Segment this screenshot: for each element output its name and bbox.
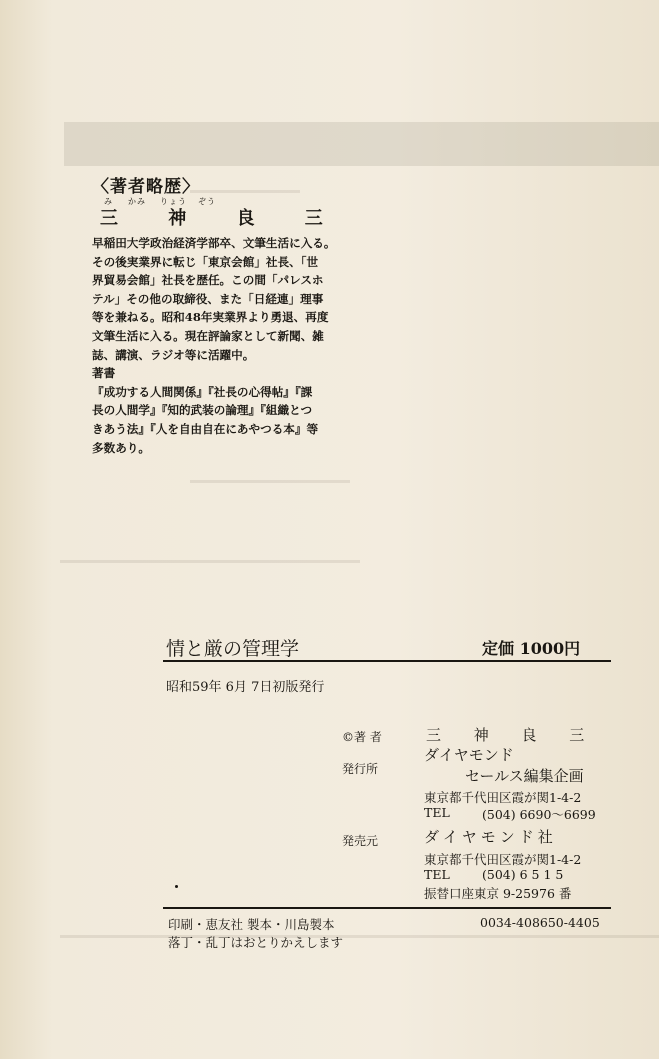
ruby-mi: み — [104, 197, 113, 206]
bleed-through-mark — [60, 560, 360, 563]
bleed-through-mark — [60, 935, 659, 938]
issuer-tel-label: TEL — [424, 805, 450, 820]
bleed-through-mark — [190, 480, 350, 483]
bio-line: 文筆生活に入る。現在評論家として新聞、雑 — [92, 328, 324, 343]
rule-bottom — [163, 907, 611, 909]
issuer-name-1: ダイヤモンド — [424, 746, 514, 764]
price: 定価 1000円 — [482, 639, 581, 658]
bio-line: テル」その他の取締役、また「日経連」理事 — [92, 291, 324, 306]
issuer-label: 発行所 — [342, 762, 379, 776]
bleed-through-mark — [190, 190, 300, 193]
issuer-name-2: セールス編集企画 — [465, 767, 584, 785]
seller-name: ダイヤモンド社 — [424, 828, 557, 846]
dot-mark — [175, 885, 178, 888]
bio-line: 長の人間学』『知的武装の論理』『組織とつ — [92, 403, 313, 418]
bio-works-heading: 著書 — [92, 366, 116, 381]
bio-line: 『成功する人間関係』『社長の心得帖』『課 — [92, 384, 313, 399]
seller-tel-label: TEL — [424, 867, 450, 882]
bleed-through-band — [64, 122, 659, 166]
bio-line: 早稲田大学政治経済学部卒、文筆生活に入る。 — [92, 236, 336, 250]
issuer-address: 東京都千代田区霞が関1-4-2 — [424, 790, 582, 805]
seller-label: 発売元 — [342, 834, 379, 848]
bio-line: 誌、講演、ラジオ等に活躍中。 — [92, 347, 255, 362]
printing-credit: 印刷・恵友社 製本・川島製本 — [168, 917, 335, 932]
bio-line: 等を兼ねる。昭和48年実業界より勇退、再度 — [92, 310, 329, 325]
bio-line: 多数あり。 — [92, 440, 150, 455]
ruby-zou: ぞう — [198, 197, 216, 206]
seller-address: 東京都千代田区霞が関1-4-2 — [424, 852, 582, 867]
bio-line: その後実業界に転じ「東京会館」社長、「世 — [92, 254, 319, 269]
author-value: 三 神 良 三 — [426, 726, 599, 744]
author-label: ©著 者 — [342, 730, 382, 744]
bio-heading: 〈著者略歴〉 — [92, 177, 200, 197]
issuer-tel: (504) 6690～6699 — [482, 807, 596, 822]
publication-date: 昭和59年 6月 7日初版発行 — [166, 680, 325, 695]
seller-tel: (504) 6 5 1 5 — [482, 867, 564, 882]
bio-text — [92, 234, 362, 457]
bio-author-name: 三 神 良 三 — [100, 208, 345, 229]
book-title: 情と厳の管理学 — [166, 638, 300, 660]
bio-line: 界貿易会館」社長を歴任。この間「パレスホ — [92, 273, 324, 288]
ruby-ryou: りょう — [160, 197, 187, 206]
bio-line: きあう法』『人を自由自在にあやつる本』等 — [92, 421, 319, 436]
seller-furikae: 振替口座東京 9-25976 番 — [424, 886, 572, 901]
replacement-notice: 落丁・乱丁はおとりかえします — [168, 935, 344, 950]
rule-top — [163, 660, 611, 662]
book-code: 0034-408650-4405 — [480, 915, 600, 930]
ruby-kami: かみ — [128, 197, 146, 206]
